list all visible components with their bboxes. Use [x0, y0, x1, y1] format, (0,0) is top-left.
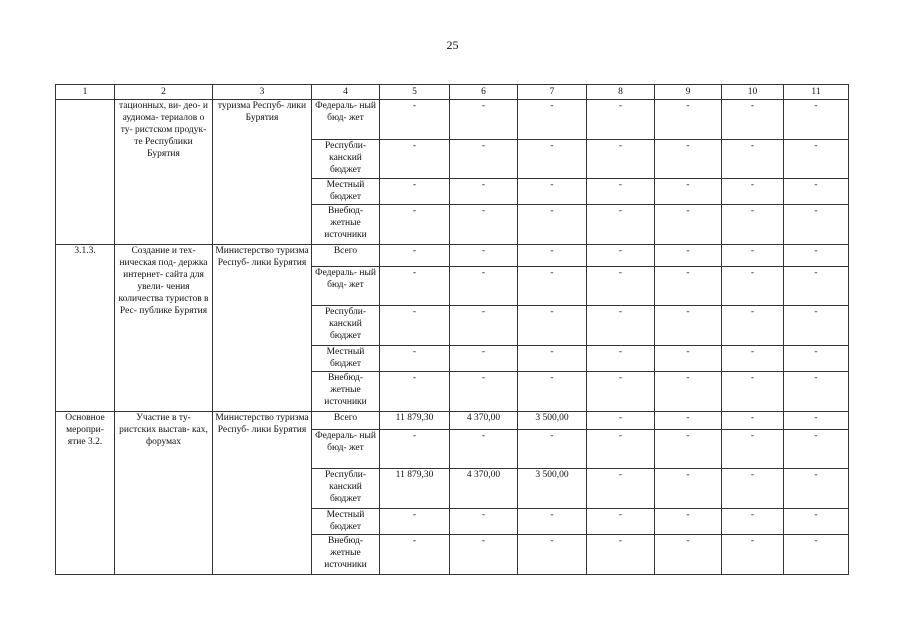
- funding-value: -: [784, 346, 849, 372]
- funding-value: -: [784, 535, 849, 575]
- funding-value: -: [450, 100, 518, 140]
- funding-value: -: [450, 372, 518, 412]
- funding-value: -: [518, 509, 587, 535]
- funding-value: -: [380, 100, 450, 140]
- funding-value: 4 370,00: [450, 412, 518, 430]
- funding-value: -: [380, 245, 450, 267]
- funding-value: 11 879,30: [380, 469, 450, 509]
- funding-value: -: [722, 100, 784, 140]
- funding-source: Всего: [312, 245, 380, 267]
- funding-value: -: [722, 509, 784, 535]
- funding-source: Внебюд- жетные источники: [312, 205, 380, 245]
- funding-value: -: [587, 372, 655, 412]
- header-cell: 3: [213, 85, 312, 100]
- funding-value: -: [587, 306, 655, 346]
- funding-value: -: [518, 205, 587, 245]
- funding-value: -: [587, 535, 655, 575]
- funding-value: -: [587, 267, 655, 306]
- funding-value: -: [380, 372, 450, 412]
- header-cell: 10: [722, 85, 784, 100]
- funding-source: Федераль- ный бюд- жет: [312, 267, 380, 306]
- funding-value: -: [518, 140, 587, 179]
- header-cell: 4: [312, 85, 380, 100]
- funding-value: -: [655, 245, 722, 267]
- funding-value: -: [450, 245, 518, 267]
- measure-code: Основное меропри- ятие 3.2.: [56, 412, 115, 575]
- funding-value: -: [655, 372, 722, 412]
- header-cell: 11: [784, 85, 849, 100]
- funding-value: -: [587, 509, 655, 535]
- funding-value: -: [655, 179, 722, 205]
- funding-value: -: [587, 469, 655, 509]
- measure-executor: Министерство туризма Респуб- лики Бурятия: [213, 245, 312, 412]
- funding-value: -: [450, 306, 518, 346]
- funding-value: -: [722, 412, 784, 430]
- funding-value: -: [518, 535, 587, 575]
- funding-value: -: [784, 100, 849, 140]
- funding-source: Местный бюджет: [312, 346, 380, 372]
- measure-code: 3.1.3.: [56, 245, 115, 412]
- funding-value: -: [587, 100, 655, 140]
- funding-value: -: [784, 267, 849, 306]
- funding-value: -: [784, 509, 849, 535]
- funding-value: -: [722, 179, 784, 205]
- funding-value: -: [450, 140, 518, 179]
- budget-table: [55, 84, 849, 575]
- funding-source: Федераль- ный бюд- жет: [312, 430, 380, 469]
- funding-value: -: [450, 430, 518, 469]
- funding-value: -: [655, 412, 722, 430]
- table-row: [56, 100, 849, 140]
- funding-value: -: [450, 205, 518, 245]
- funding-value: -: [655, 100, 722, 140]
- funding-value: -: [655, 469, 722, 509]
- funding-value: -: [784, 430, 849, 469]
- funding-value: 3 500,00: [518, 469, 587, 509]
- funding-value: -: [450, 509, 518, 535]
- funding-value: -: [450, 179, 518, 205]
- funding-value: -: [722, 430, 784, 469]
- funding-value: -: [518, 100, 587, 140]
- funding-source: Федераль- ный бюд- жет: [312, 100, 380, 140]
- funding-value: -: [380, 306, 450, 346]
- funding-value: -: [722, 469, 784, 509]
- funding-value: -: [784, 469, 849, 509]
- measure-code: [56, 100, 115, 245]
- funding-value: -: [655, 509, 722, 535]
- funding-source: Внебюд- жетные источники: [312, 535, 380, 575]
- header-cell: 8: [587, 85, 655, 100]
- header-cell: 1: [56, 85, 115, 100]
- funding-source: Внебюд- жетные источники: [312, 372, 380, 412]
- funding-value: -: [587, 179, 655, 205]
- funding-value: -: [722, 245, 784, 267]
- funding-value: -: [655, 306, 722, 346]
- funding-source: Местный бюджет: [312, 509, 380, 535]
- funding-value: -: [722, 346, 784, 372]
- funding-value: -: [518, 430, 587, 469]
- funding-value: -: [380, 509, 450, 535]
- funding-value: -: [380, 140, 450, 179]
- funding-value: -: [518, 346, 587, 372]
- header-row: [56, 85, 849, 100]
- funding-value: -: [655, 535, 722, 575]
- funding-source: Местный бюджет: [312, 179, 380, 205]
- funding-value: -: [380, 535, 450, 575]
- funding-value: -: [518, 372, 587, 412]
- funding-source: Республи- канский бюджет: [312, 140, 380, 179]
- funding-value: -: [587, 412, 655, 430]
- funding-value: -: [587, 205, 655, 245]
- funding-source: Республи- канский бюджет: [312, 469, 380, 509]
- funding-value: -: [722, 535, 784, 575]
- funding-value: -: [450, 535, 518, 575]
- funding-source: Всего: [312, 412, 380, 430]
- funding-value: -: [380, 430, 450, 469]
- measure-executor: туризма Респуб- лики Бурятия: [213, 100, 312, 245]
- funding-value: -: [587, 346, 655, 372]
- funding-value: -: [518, 245, 587, 267]
- funding-value: -: [450, 346, 518, 372]
- funding-value: -: [380, 179, 450, 205]
- funding-value: -: [518, 179, 587, 205]
- header-cell: 6: [450, 85, 518, 100]
- funding-value: -: [655, 267, 722, 306]
- funding-value: -: [380, 267, 450, 306]
- funding-value: -: [655, 430, 722, 469]
- header-cell: 7: [518, 85, 587, 100]
- funding-value: -: [380, 346, 450, 372]
- funding-value: -: [655, 140, 722, 179]
- measure-title: Создание и тех- ническая под- держка интернет- сайта для увели- чения количества туристов в Рес- публике Бурятия: [115, 245, 213, 412]
- header-cell: 2: [115, 85, 213, 100]
- table-row: [56, 245, 849, 267]
- funding-value: -: [587, 430, 655, 469]
- funding-value: -: [518, 306, 587, 346]
- measure-title: тационных, ви- део- и аудиома- териалов о ту- ристском продук- те Республики Бурятия: [115, 100, 213, 245]
- header-cell: 9: [655, 85, 722, 100]
- measure-title: Участие в ту- ристских выстав- ках, форумах: [115, 412, 213, 575]
- header-cell: 5: [380, 85, 450, 100]
- funding-value: -: [655, 205, 722, 245]
- funding-value: -: [587, 140, 655, 179]
- funding-value: -: [722, 306, 784, 346]
- funding-source: Республи- канский бюджет: [312, 306, 380, 346]
- table-row: [56, 412, 849, 430]
- funding-value: -: [784, 306, 849, 346]
- funding-value: 4 370,00: [450, 469, 518, 509]
- funding-value: -: [784, 140, 849, 179]
- funding-value: -: [784, 372, 849, 412]
- funding-value: -: [722, 140, 784, 179]
- funding-value: -: [784, 179, 849, 205]
- funding-value: -: [450, 267, 518, 306]
- funding-value: -: [784, 412, 849, 430]
- funding-value: -: [722, 267, 784, 306]
- page-number: 25: [446, 38, 459, 52]
- funding-value: -: [784, 245, 849, 267]
- funding-value: 3 500,00: [518, 412, 587, 430]
- funding-value: -: [722, 372, 784, 412]
- funding-value: -: [587, 245, 655, 267]
- funding-value: -: [784, 205, 849, 245]
- funding-value: -: [722, 205, 784, 245]
- funding-value: -: [518, 267, 587, 306]
- measure-executor: Министерство туризма Респуб- лики Бурятия: [213, 412, 312, 575]
- funding-value: -: [380, 205, 450, 245]
- funding-value: -: [655, 346, 722, 372]
- funding-value: 11 879,30: [380, 412, 450, 430]
